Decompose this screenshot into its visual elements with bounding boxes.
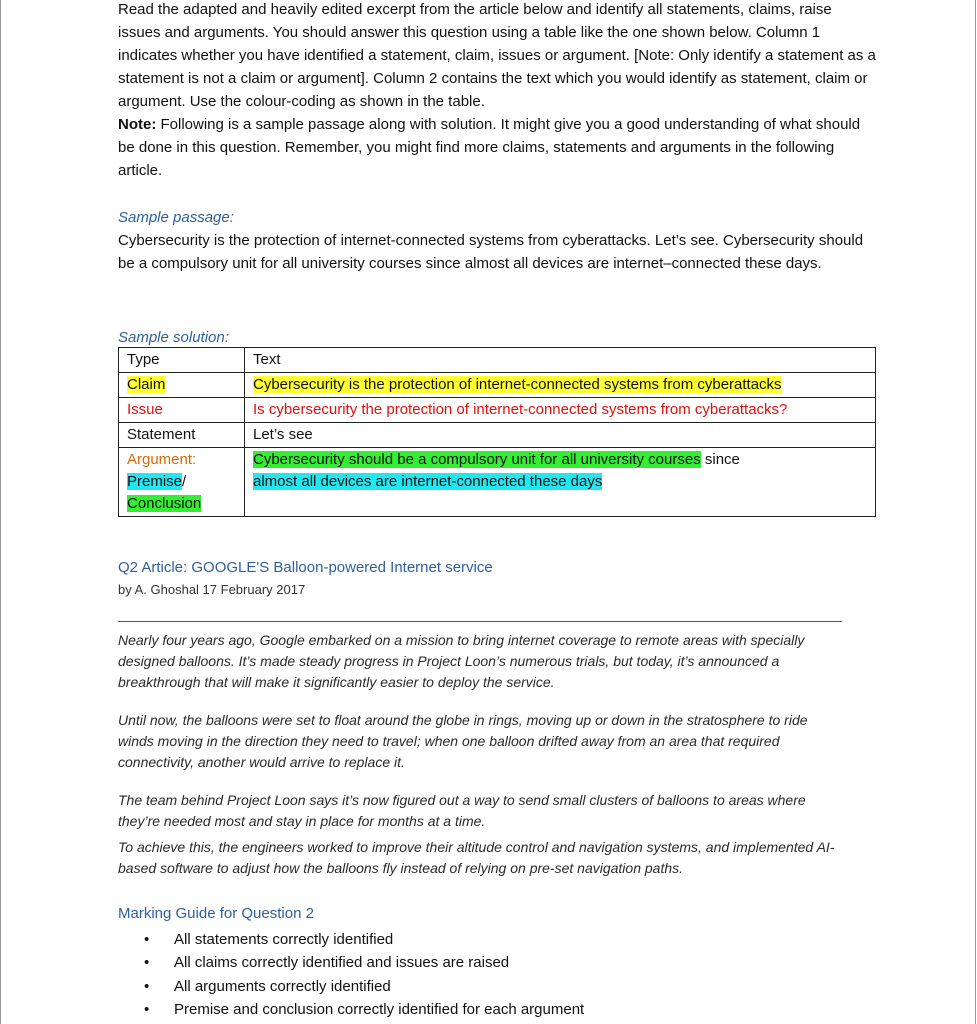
- argument-premise-text: almost all devices are internet-connected these days: [253, 473, 603, 490]
- bullet-icon: •: [144, 977, 150, 995]
- marking-guide-title: Marking Guide for Question 2: [118, 905, 314, 922]
- guide-item-text: All claims correctly identified and issues are raised: [174, 954, 510, 972]
- list-item: [118, 928, 584, 951]
- list-item: [118, 951, 584, 974]
- instructions-text: Read the adapted and heavily edited excerpt from the article below and identify all statements, claims, raise issues and arguments. You should answer this question using a table like the one shown below. Column 1 indicates whether you have identified a statement, claim, issues or argument. [Note: Only identify a statement as a statement is not a claim or argument]. Column 2 contains the text which you would identify as statement, claim or argument. Use the colour-coding as shown in the table.: [118, 1, 876, 110]
- table-header-row: [119, 348, 876, 373]
- article-paragraph-2: Until now, the balloons were set to float around the globe in rings, moving up or down in the stratosphere to ride winds moving in the direction they need to travel; when one balloon drifted away from an area that required connectivity, another would arrive to replace it.: [118, 712, 808, 770]
- issue-row: [119, 398, 876, 423]
- header-text: Text: [245, 348, 876, 373]
- list-item: [118, 975, 584, 998]
- argument-type: Argument:: [127, 451, 197, 468]
- claim-text-cell: [245, 373, 876, 398]
- premise-type: Premise: [127, 473, 183, 490]
- argument-type-cell: [119, 448, 245, 517]
- article-title: Q2 Article: GOOGLE'S Balloon-powered Internet service: [118, 559, 493, 576]
- claim-row: [119, 373, 876, 398]
- argument-text-cell: [245, 448, 876, 517]
- issue-text: Is cybersecurity the protection of internet-connected systems from cyberattacks?: [253, 401, 788, 418]
- page-right-border: [975, 0, 976, 1024]
- note-label: Note:: [118, 116, 157, 133]
- statement-text: Let’s see: [245, 423, 876, 448]
- note-text: Following is a sample passage along with solution. It might give you a good understanding of what should be done in this question. Remember, you might find more claims, statements and arguments in the following article.: [118, 116, 861, 179]
- claim-type-cell: [119, 373, 245, 398]
- argument-row: [119, 448, 876, 517]
- issue-text-cell: [245, 398, 876, 423]
- guide-item-text: All arguments correctly identified: [174, 977, 391, 995]
- claim-type: Claim: [127, 376, 166, 393]
- guide-item-text: All statements correctly identified: [174, 931, 394, 948]
- sample-passage-text: Cybersecurity is the protection of internet-connected systems from cyberattacks. Let’s see. Cybersecurity should be a compulsory unit for all university courses since almost all devices are internet–connected these days.: [118, 232, 864, 272]
- bullet-icon: •: [144, 1001, 150, 1019]
- bullet-icon: •: [144, 954, 150, 972]
- issue-type-cell: [119, 398, 245, 423]
- sample-passage-label: Sample passage:: [118, 209, 234, 226]
- list-item: [118, 998, 584, 1021]
- article-paragraph-4: To achieve this, the engineers worked to improve their altitude control and navigation systems, and implemented AI-based software to adjust how the balloons fly instead of relying on pre-set navigation paths.: [118, 839, 835, 876]
- statement-type: Statement: [119, 423, 245, 448]
- argument-conclusion-text: Cybersecurity should be a compulsory unit for all university courses: [253, 451, 701, 468]
- conclusion-type: Conclusion: [127, 495, 202, 512]
- argument-since: since: [700, 451, 740, 468]
- article-byline: by A. Ghoshal 17 February 2017: [118, 582, 306, 597]
- article-divider: [118, 621, 842, 622]
- statement-row: [119, 423, 876, 448]
- marking-guide-list: [118, 928, 584, 1022]
- article-paragraph-3: The team behind Project Loon says it’s now figured out a way to send small clusters of balloons to areas where they’re needed most and stay in place for months at a time.: [118, 792, 806, 829]
- issue-type: Issue: [127, 401, 163, 418]
- sample-solution-table: [118, 347, 876, 517]
- sample-solution-label: Sample solution:: [118, 329, 229, 346]
- instructions: [118, 0, 878, 182]
- note-paragraph: [118, 113, 878, 182]
- guide-item-text: Premise and conclusion correctly identified for each argument: [174, 1001, 585, 1019]
- page-left-border: [0, 0, 1, 1024]
- bullet-icon: •: [144, 931, 150, 948]
- claim-text: Cybersecurity is the protection of internet-connected systems from cyberattacks: [253, 376, 782, 393]
- header-type: Type: [119, 348, 245, 373]
- premise-slash: /: [182, 473, 187, 490]
- article-paragraph-1: Nearly four years ago, Google embarked on a mission to bring internet coverage to remote areas with specially designed balloons. It’s made steady progress in Project Loon’s numerous trials, but today, it’s announced a breakthrough that will make it significantly easier to deploy the service.: [118, 632, 805, 690]
